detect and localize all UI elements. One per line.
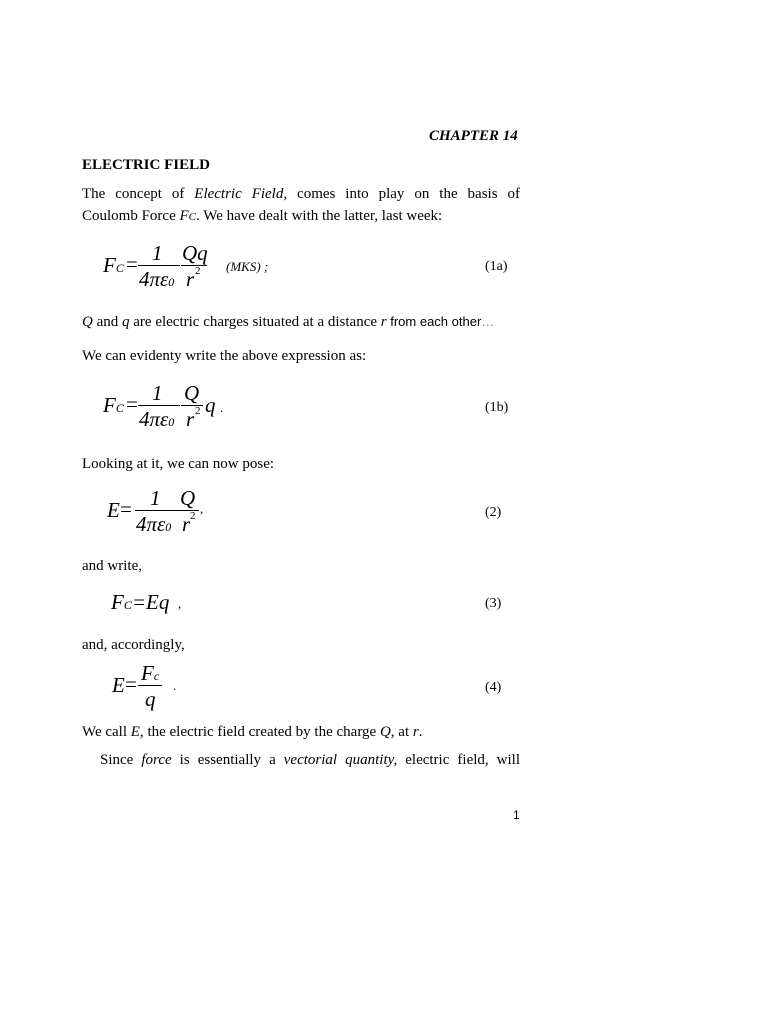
paragraph-pose: Looking at it, we can now pose: [82, 456, 275, 472]
paragraph-vector [100, 751, 520, 770]
paragraph-charges: Q and q are electric charges situated at a distance r from each other… [82, 314, 495, 330]
paragraph-definition: We call E, the electric field created by the charge Q, at r. [82, 724, 423, 740]
paragraph-write: and write, [82, 558, 142, 574]
paragraph-line: The concept of Electric Field, comes into play on the basis of [82, 186, 520, 202]
paragraph-line: Coulomb Force FC. We have dealt with the latter, last week: [82, 208, 443, 224]
chapter-label: CHAPTER 14 [429, 128, 518, 144]
paragraph-intro [82, 185, 520, 227]
paragraph-accordingly: and, accordingly, [82, 637, 185, 653]
equation-1a: FC = 1 4πε0 Qq r 2 (MKS) ; (1a) [103, 241, 508, 291]
paragraph-line: Since force is essentially a vectorial quantity, electric field, will [100, 752, 521, 768]
section-heading: ELECTRIC FIELD [82, 157, 210, 173]
equation-4: E = Fc q . (4) [112, 661, 502, 711]
page-number: 1 [513, 808, 520, 822]
equation-1b: FC = 1 4πε0 Q r 2 q . (1b) [103, 381, 509, 431]
equation-2: E = 1 4πε0 Q r 2 , (2) [107, 486, 502, 536]
equation-3: FC=Eq , (3) [111, 590, 502, 614]
paragraph-rewrite: We can evidenty write the above expression as: [82, 348, 367, 364]
